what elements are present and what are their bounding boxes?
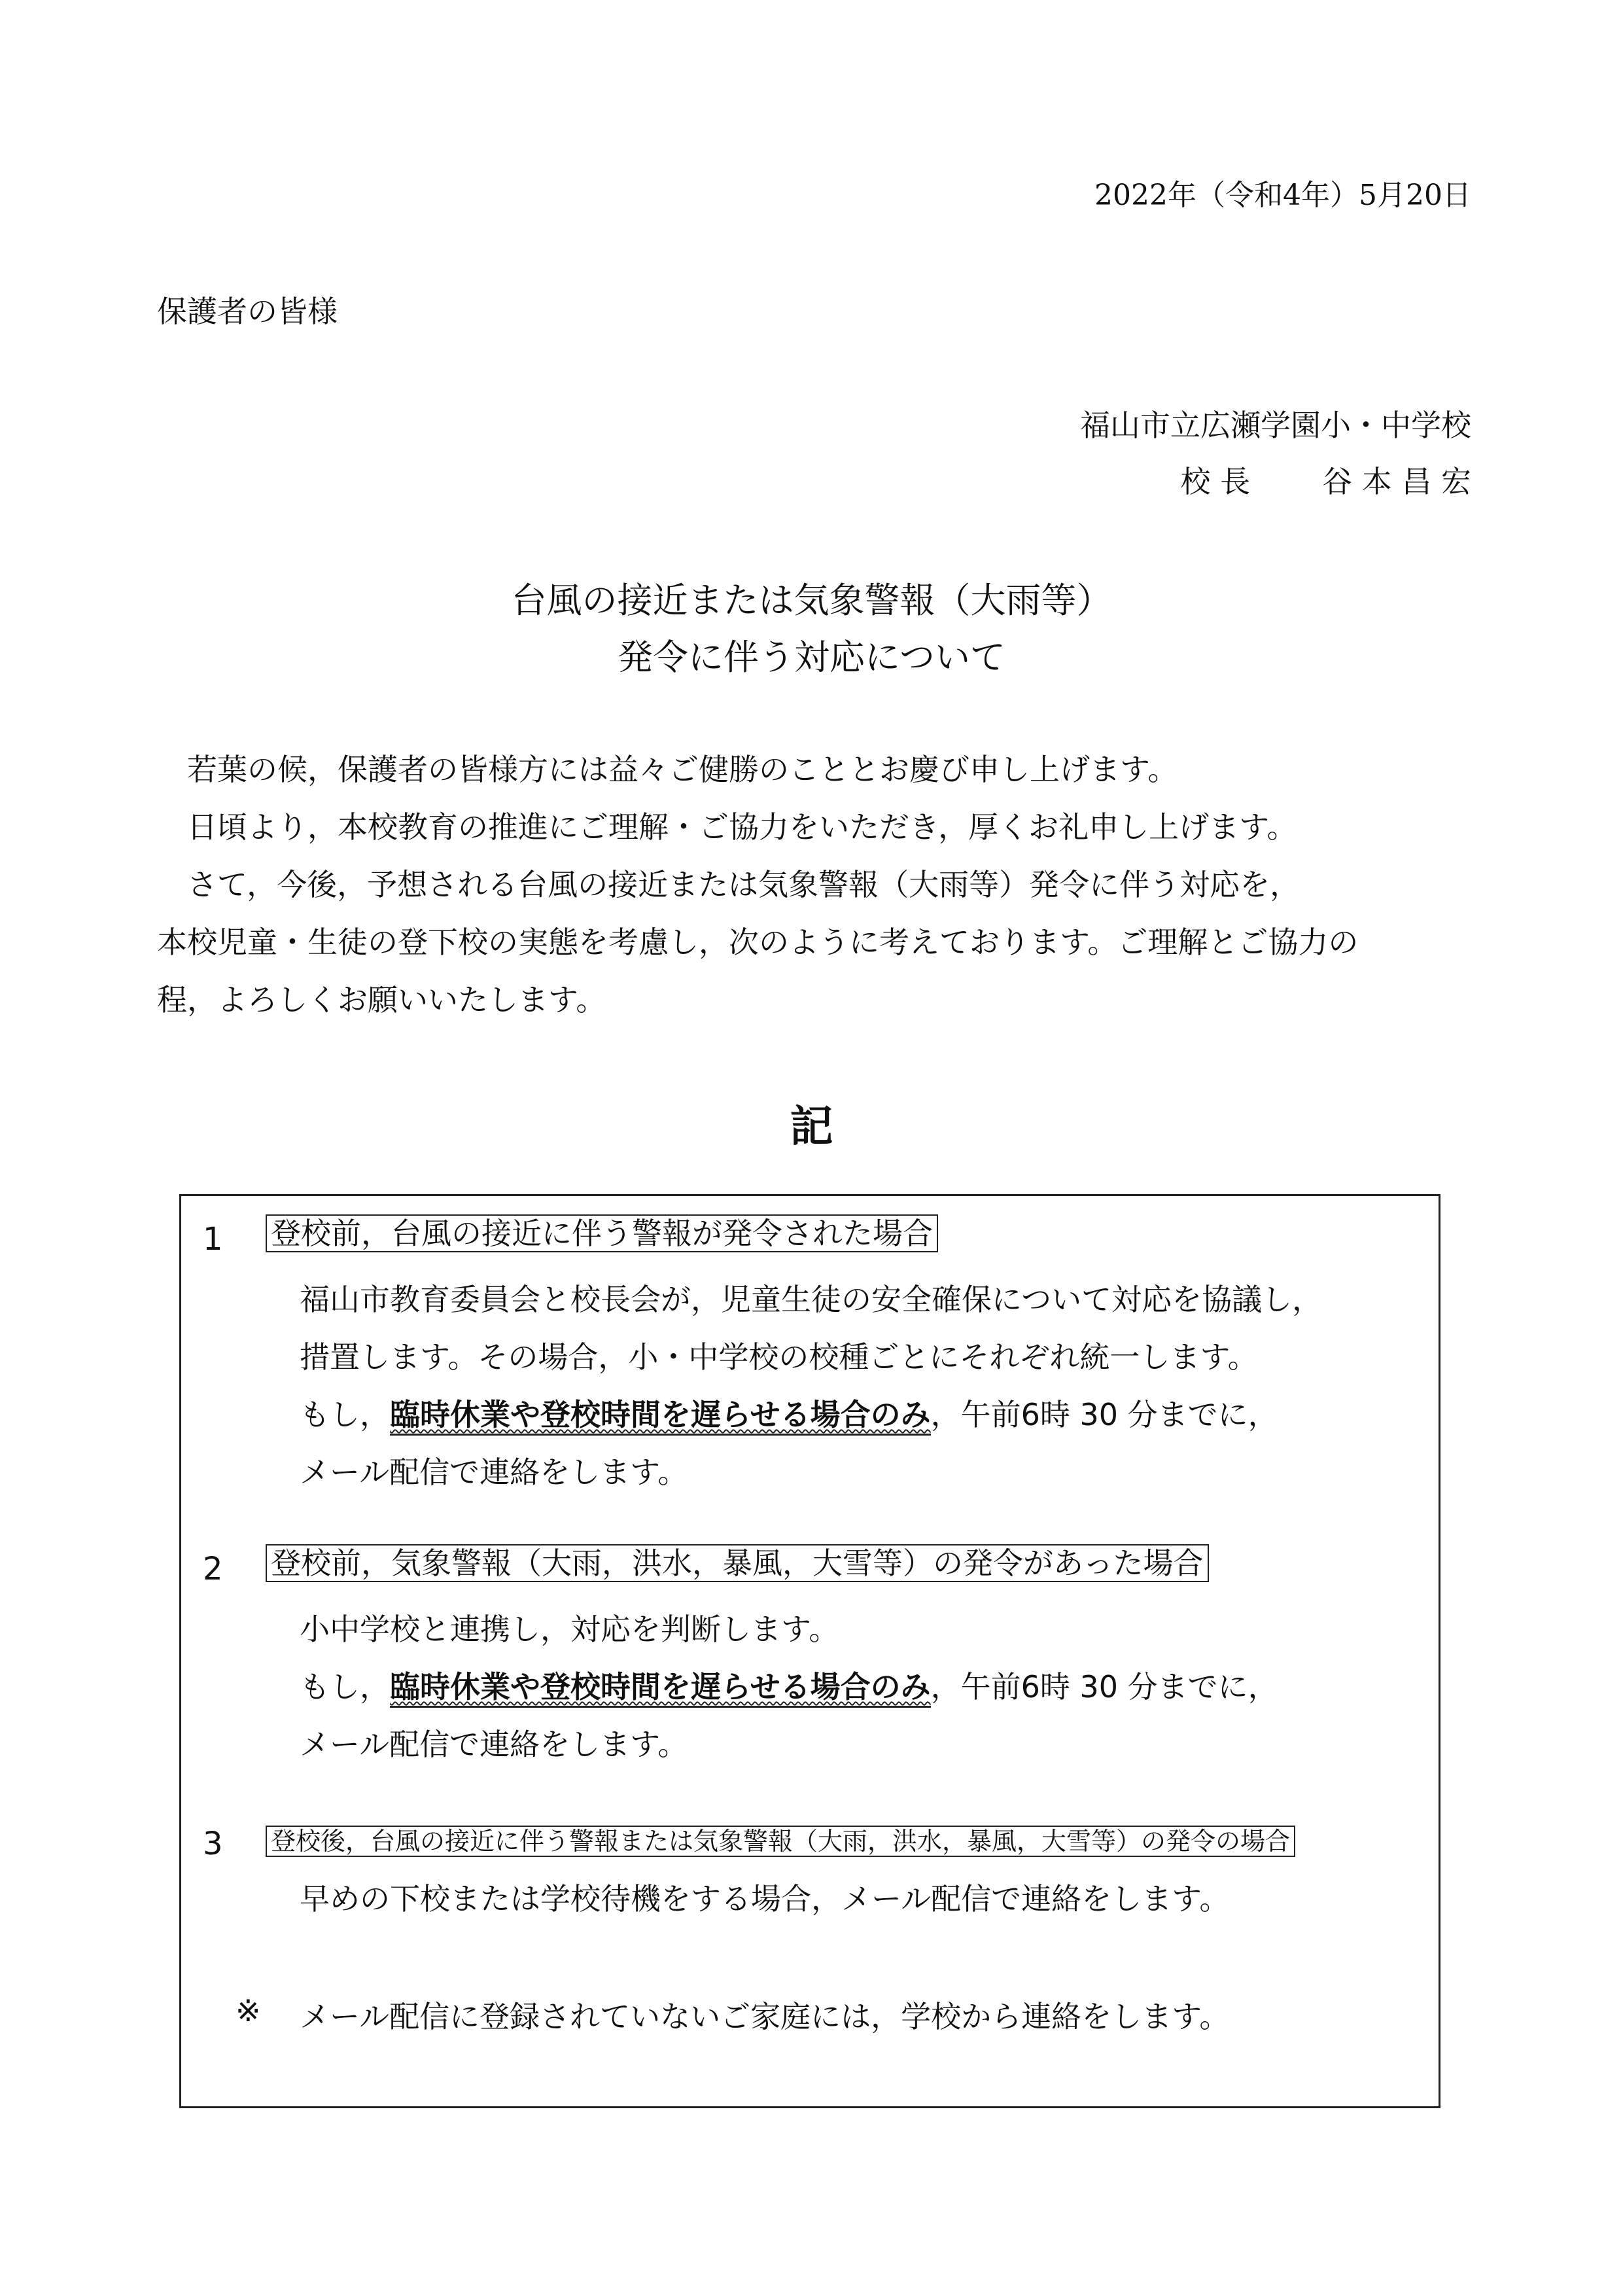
document-title-line-2: 発令に伴う対応について — [618, 637, 1005, 678]
intro-paragraph-4: 本校児童・生徒の登下校の実態を考慮し，次のように考えております。ご理解とご協力の — [157, 925, 1359, 960]
principal-title: 校 長 — [1180, 464, 1251, 499]
item-2-line-2-prefix: もし， — [300, 1669, 390, 1704]
intro-paragraph-5: 程，よろしくお願いいたします。 — [157, 982, 606, 1017]
item-3-heading — [266, 1827, 1295, 1856]
item-3-heading-box: 登校後，台風の接近に伴う警報または気象警報（大雨，洪水，暴風，大雪等）の発令の場合 — [266, 1826, 1295, 1857]
item-2-line-1: 小中学校と連携し，対応を判断します。 — [300, 1612, 839, 1647]
item-1-line-3-prefix: もし， — [300, 1397, 390, 1432]
item-2-line-2 — [300, 1663, 1278, 1706]
item-2-line-2-suffix: ，午前6時 30 分までに， — [930, 1669, 1278, 1704]
item-1-line-1: 福山市教育委員会と校長会が，児童生徒の安全確保について対応を協議し， — [300, 1282, 1323, 1317]
item-1-emphasis: 臨時休業や登校時間を遅らせる場合のみ — [390, 1397, 931, 1436]
ki-heading: 記 — [790, 1101, 833, 1152]
item-1-line-3 — [300, 1391, 1278, 1434]
recipient: 保護者の皆様 — [157, 294, 338, 329]
item-1-line-4: メール配信で連絡をします。 — [300, 1455, 688, 1490]
note-text: メール配信に登録されていないご家庭には，学校から連絡をします。 — [300, 1999, 1230, 2034]
item-2-heading — [266, 1545, 1209, 1581]
record-box — [179, 1194, 1440, 2108]
document-date: 2022年（令和4年）5月20日 — [1094, 179, 1471, 212]
item-2-number: 2 — [203, 1551, 223, 1587]
school-name: 福山市立広瀬学園小・中学校 — [1080, 408, 1471, 443]
item-3-number: 3 — [203, 1826, 223, 1862]
note-mark: ※ — [236, 1993, 261, 2028]
item-2-line-3: メール配信で連絡をします。 — [300, 1727, 688, 1762]
item-2-emphasis: 臨時休業や登校時間を遅らせる場合のみ — [390, 1669, 931, 1708]
principal-line — [1181, 458, 1472, 501]
item-1-number: 1 — [203, 1221, 223, 1258]
principal-name: 谷 本 昌 宏 — [1322, 464, 1471, 499]
item-1-heading-box: 登校前，台風の接近に伴う警報が発令された場合 — [266, 1214, 938, 1252]
intro-paragraph-1: 若葉の候，保護者の皆様方には益々ご健勝のこととお慶び申し上げます。 — [187, 752, 1178, 787]
item-1-line-2: 措置します。その場合，小・中学校の校種ごとにそれぞれ統一します。 — [300, 1339, 1258, 1375]
item-1-heading — [266, 1216, 938, 1251]
intro-paragraph-3: さて，今後，予想される台風の接近または気象警報（大雨等）発令に伴う対応を， — [187, 867, 1300, 902]
item-3-line-1: 早めの下校または学校待機をする場合，メール配信で連絡をします。 — [300, 1881, 1230, 1916]
item-1-line-3-suffix: ，午前6時 30 分までに， — [930, 1397, 1278, 1432]
document-title-line-1: 台風の接近または気象警報（大雨等） — [511, 580, 1112, 621]
intro-paragraph-2: 日頃より，本校教育の推進にご理解・ご協力をいただき，厚くお礼申し上げます。 — [187, 809, 1297, 845]
item-2-heading-box: 登校前，気象警報（大雨，洪水，暴風，大雪等）の発令があった場合 — [266, 1544, 1209, 1582]
